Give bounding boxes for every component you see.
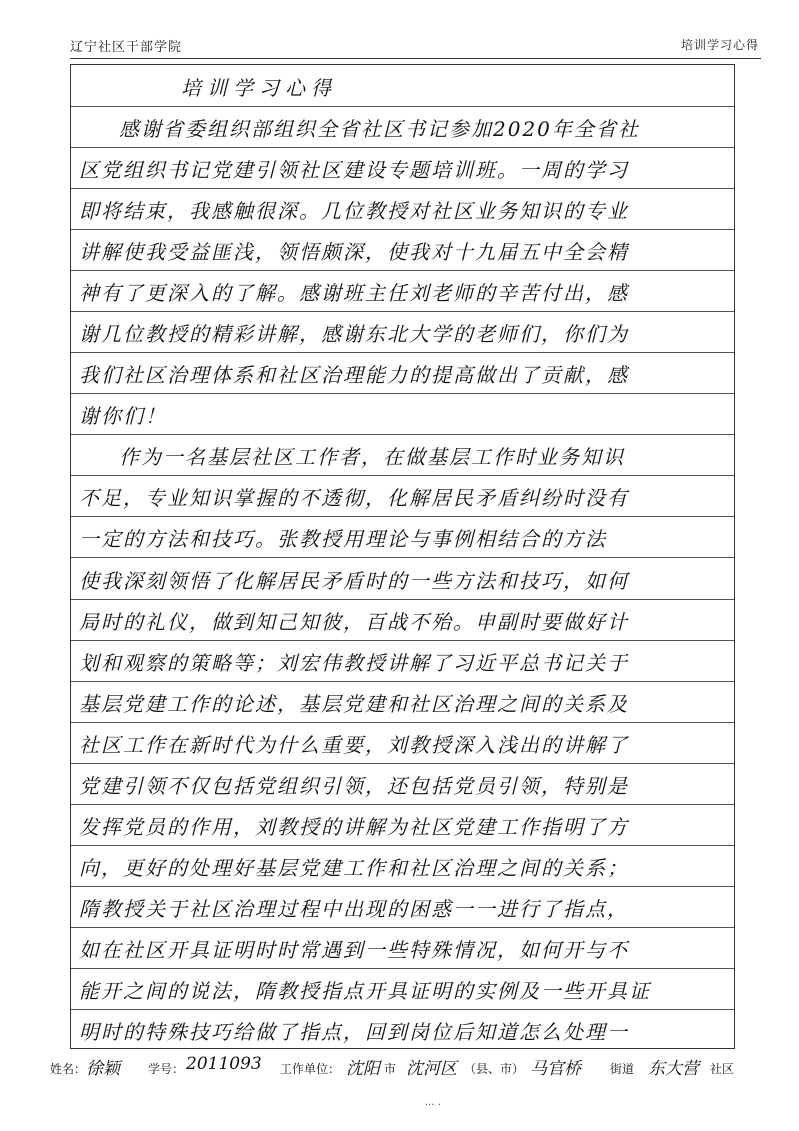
student-info-footer <box>50 1054 769 1080</box>
ruled-line <box>71 516 734 558</box>
essay-title: 培训学习心得 <box>181 76 337 101</box>
ruled-line <box>71 270 734 312</box>
ruled-line <box>71 65 734 107</box>
ruled-line <box>71 640 734 682</box>
ruled-line <box>71 147 734 189</box>
handwritten-line: 即将结束，我感触很深。几位教授对社区业务知识的专业 <box>79 199 629 224</box>
ruled-line <box>71 968 734 1010</box>
ruled-line <box>71 763 734 805</box>
handwritten-line: 不足，专业知识掌握的不透彻，化解居民矛盾纠纷时没有 <box>79 486 629 511</box>
ruled-line <box>71 927 734 969</box>
city-label: 市 <box>384 1062 397 1076</box>
ruled-line <box>71 804 734 846</box>
handwritten-line: 如在社区开具证明时时常遇到一些特殊情况，如何开与不 <box>79 937 629 962</box>
handwritten-line: 向，更好的处理好基层党建工作和社区治理之间的关系； <box>79 855 629 880</box>
handwritten-line: 隋教授关于社区治理过程中出现的困惑一一进行了指点， <box>79 896 629 921</box>
ruled-line <box>71 681 734 723</box>
ruled-line <box>71 722 734 764</box>
handwritten-line: 作为一名基层社区工作者，在做基层工作时业务知识 <box>119 445 625 470</box>
ruled-line <box>71 886 734 928</box>
city-value: 沈阳 <box>346 1059 380 1079</box>
work-unit-label: 工作单位： <box>280 1062 341 1076</box>
scan-marks: ··· · <box>425 1100 441 1111</box>
community-value: 东大营 <box>648 1059 699 1079</box>
ruled-line <box>71 311 734 353</box>
document-type-label: 培训学习心得 <box>680 38 759 52</box>
ruled-line <box>71 558 734 600</box>
ruled-line <box>71 599 734 641</box>
ruled-line <box>71 393 734 435</box>
ruled-line <box>71 352 734 394</box>
name-label: 姓名： <box>50 1062 87 1076</box>
ruled-line <box>71 188 734 230</box>
town-value: 马官桥 <box>530 1059 581 1079</box>
handwritten-line: 讲解使我受益匪浅，领悟颇深，使我对十九届五中全会精 <box>79 240 629 265</box>
ruled-line <box>71 434 734 476</box>
handwritten-line: 神有了更深入的了解。感谢班主任刘老师的辛苦付出，感 <box>79 281 629 306</box>
district-value: 沈河区 <box>406 1059 457 1079</box>
handwritten-line: 区党组织书记党建引领社区建设专题培训班。一周的学习 <box>79 158 629 183</box>
ruled-line <box>71 1009 734 1050</box>
handwritten-line: 基层党建工作的论述，基层党建和社区治理之间的关系及 <box>79 691 629 716</box>
handwritten-line: 能开之间的说法，隋教授指点开具证明的实例及一些开具证 <box>79 978 651 1003</box>
ruled-line <box>71 475 734 517</box>
ruled-line <box>71 106 734 148</box>
handwritten-line: 明时的特殊技巧给做了指点，回到岗位后知道怎么处理一 <box>79 1019 629 1044</box>
handwritten-line: 感谢省委组织部组织全省社区书记参加2020年全省社 <box>119 117 640 142</box>
lined-writing-sheet <box>70 64 735 1049</box>
handwritten-line: 局时的礼仪，做到知己知彼，百战不殆。申副时要做好计 <box>79 609 629 634</box>
handwritten-line: 谢几位教授的精彩讲解，感谢东北大学的老师们，你们为 <box>79 322 629 347</box>
student-id-value: 2011093 <box>186 1054 262 1074</box>
handwritten-line: 谢你们！ <box>79 404 167 429</box>
handwritten-line: 划和观察的策略等；刘宏伟教授讲解了习近平总书记关于 <box>79 650 629 675</box>
header-divider <box>70 58 761 59</box>
handwritten-line: 党建引领不仅包括党组织引领，还包括党员引领，特别是 <box>79 773 629 798</box>
county-label: （县、市） <box>464 1062 525 1076</box>
name-value: 徐颖 <box>86 1059 120 1079</box>
handwritten-line: 发挥党员的作用，刘教授的讲解为社区党建工作指明了方 <box>79 814 629 839</box>
ruled-line <box>71 845 734 887</box>
handwritten-line: 社区工作在新时代为什么重要，刘教授深入浅出的讲解了 <box>79 732 629 757</box>
ruled-line <box>71 229 734 271</box>
handwritten-line: 我们社区治理体系和社区治理能力的提高做出了贡献，感 <box>79 363 629 388</box>
institution-name: 辽宁社区干部学院 <box>70 40 183 55</box>
street-label: 街道 <box>610 1062 635 1076</box>
student-id-label: 学号： <box>148 1062 185 1076</box>
community-label: 社区 <box>710 1062 735 1076</box>
handwritten-line: 使我深刻领悟了化解居民矛盾时的一些方法和技巧，如何 <box>79 568 629 593</box>
handwritten-line: 一定的方法和技巧。张教授用理论与事例相结合的方法 <box>79 527 607 552</box>
